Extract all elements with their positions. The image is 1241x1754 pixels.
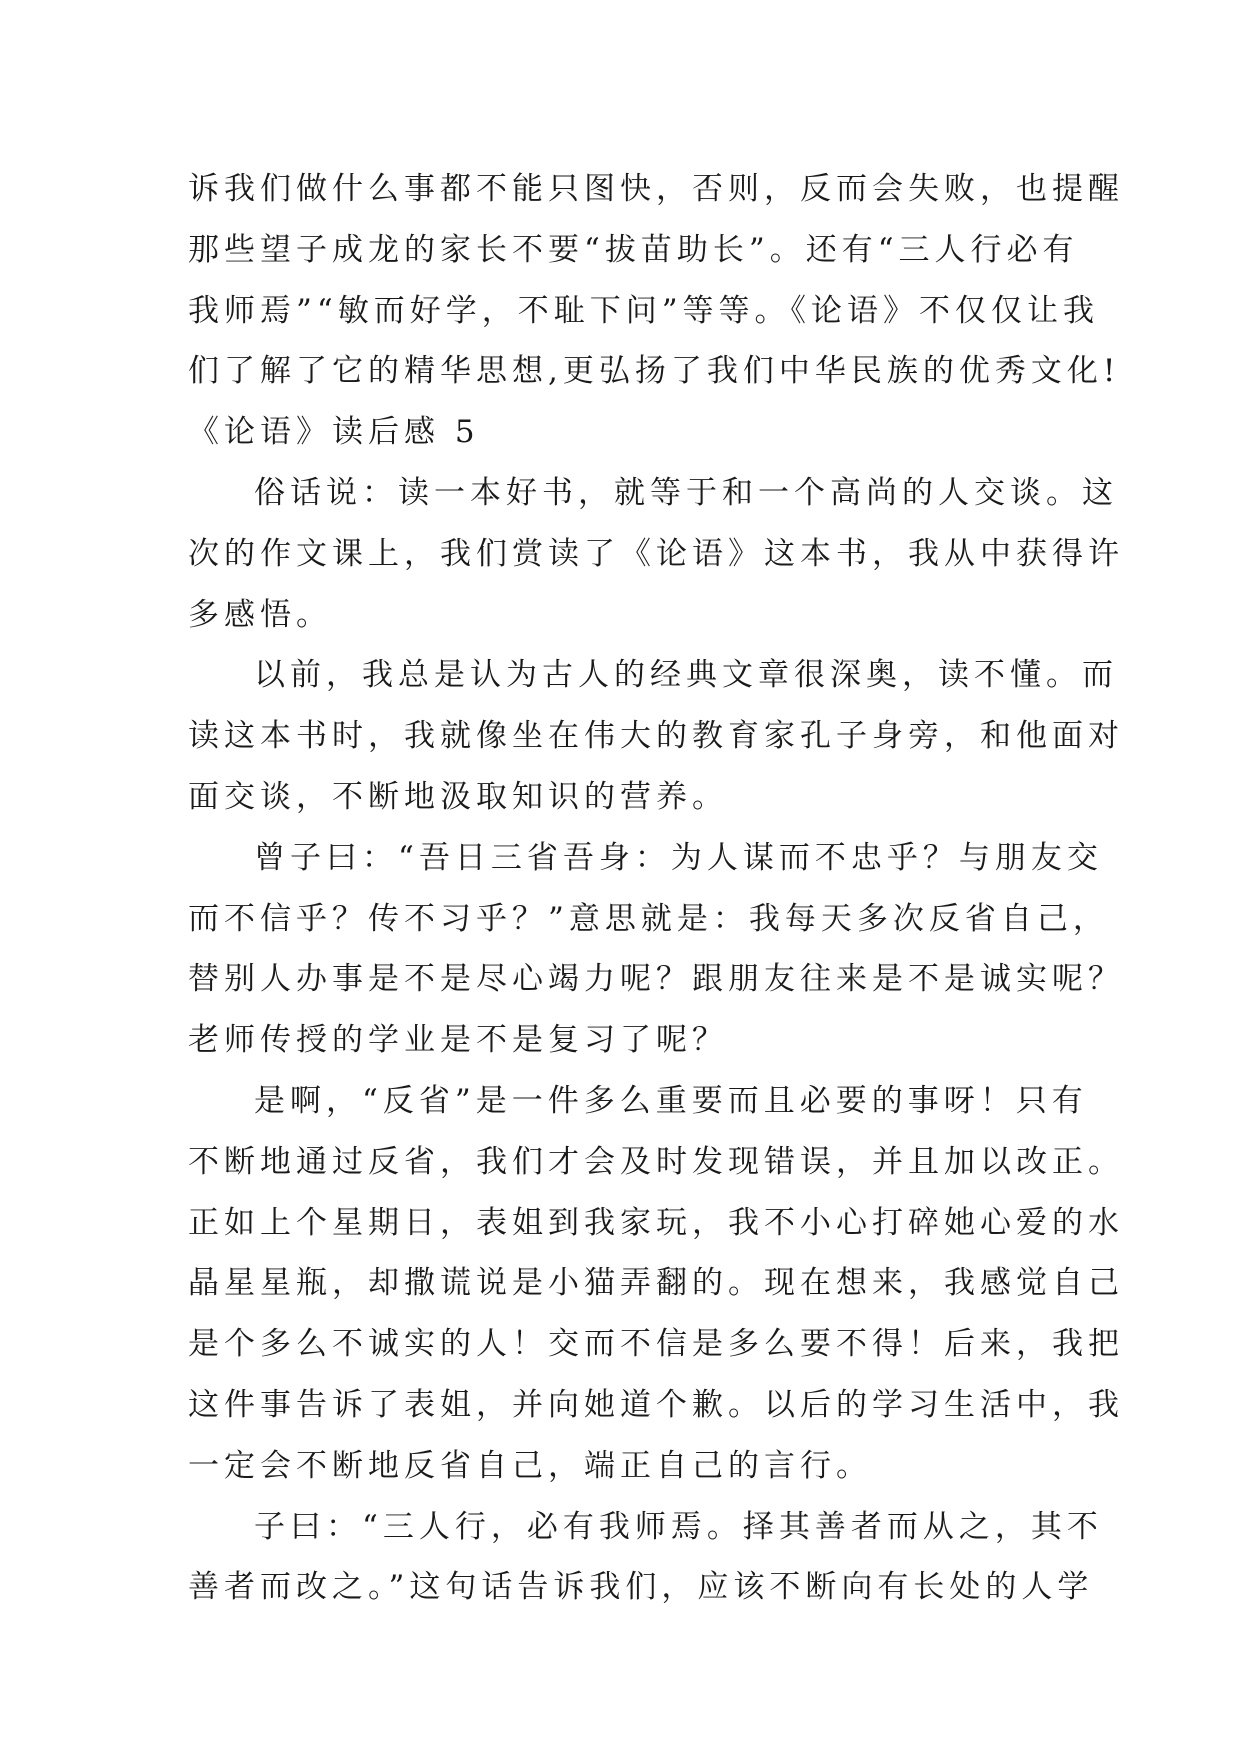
text-line-15: 老师传授的学业是不是复习了呢？ <box>188 1022 728 1059</box>
section-heading: 《论语》读后感 5 <box>188 414 480 451</box>
text-line-19: 晶星星瓶，却撒谎说是小猫弄翻的。现在想来，我感觉自己 <box>188 1265 1124 1302</box>
text-line-21: 这件事告诉了表姐，并向她道个歉。以后的学习生活中，我 <box>188 1386 1124 1423</box>
document-body <box>188 159 1124 1618</box>
text-line-4: 们了解了它的精华思想,更弘扬了我们中华民族的优秀文化! <box>188 353 1121 390</box>
text-line-11: 面交谈，不断地汲取知识的营养。 <box>188 778 728 815</box>
text-line-17: 不断地通过反省，我们才会及时发现错误，并且加以改正。 <box>188 1143 1124 1180</box>
text-line-20: 是个多么不诚实的人！交而不信是多么要不得！后来，我把 <box>188 1326 1124 1363</box>
text-line-2: 那些望子成龙的家长不要“拔苗助长”。还有“三人行必有 <box>188 231 1079 268</box>
text-line-8: 多感悟。 <box>188 596 332 633</box>
text-line-22: 一定会不断地反省自己，端正自己的言行。 <box>188 1447 872 1484</box>
text-line-14: 替别人办事是不是尽心竭力呢？跟朋友往来是不是诚实呢？ <box>188 961 1124 998</box>
text-line-23: 子曰：“三人行，必有我师焉。择其善者而从之，其不 <box>254 1508 1103 1545</box>
text-line-10: 读这本书时，我就像坐在伟大的教育家孔子身旁，和他面对 <box>188 718 1124 755</box>
text-line-12: 曾子曰：“吾日三省吾身：为人谋而不忠乎？与朋友交 <box>254 839 1103 876</box>
text-line-18: 正如上个星期日，表姐到我家玩，我不小心打碎她心爱的水 <box>188 1204 1124 1241</box>
text-line-16: 是啊，“反省”是一件多么重要而且必要的事呀！只有 <box>254 1082 1088 1119</box>
text-line-6: 俗话说：读一本好书，就等于和一个高尚的人交谈。这 <box>254 474 1118 511</box>
text-line-1: 诉我们做什么事都不能只图快，否则，反而会失败，也提醒 <box>188 171 1124 207</box>
text-line-7: 次的作文课上，我们赏读了《论语》这本书，我从中获得许 <box>188 535 1124 572</box>
text-line-13: 而不信乎？传不习乎？”意思就是：我每天多次反省自己， <box>188 900 1109 937</box>
text-line-24: 善者而改之。”这句话告诉我们，应该不断向有长处的人学 <box>188 1569 1094 1606</box>
text-line-3: 我师焉”“敏而好学，不耻下问”等等。《论语》不仅仅让我 <box>188 292 1100 329</box>
text-line-9: 以前，我总是认为古人的经典文章很深奥，读不懂。而 <box>254 657 1118 694</box>
